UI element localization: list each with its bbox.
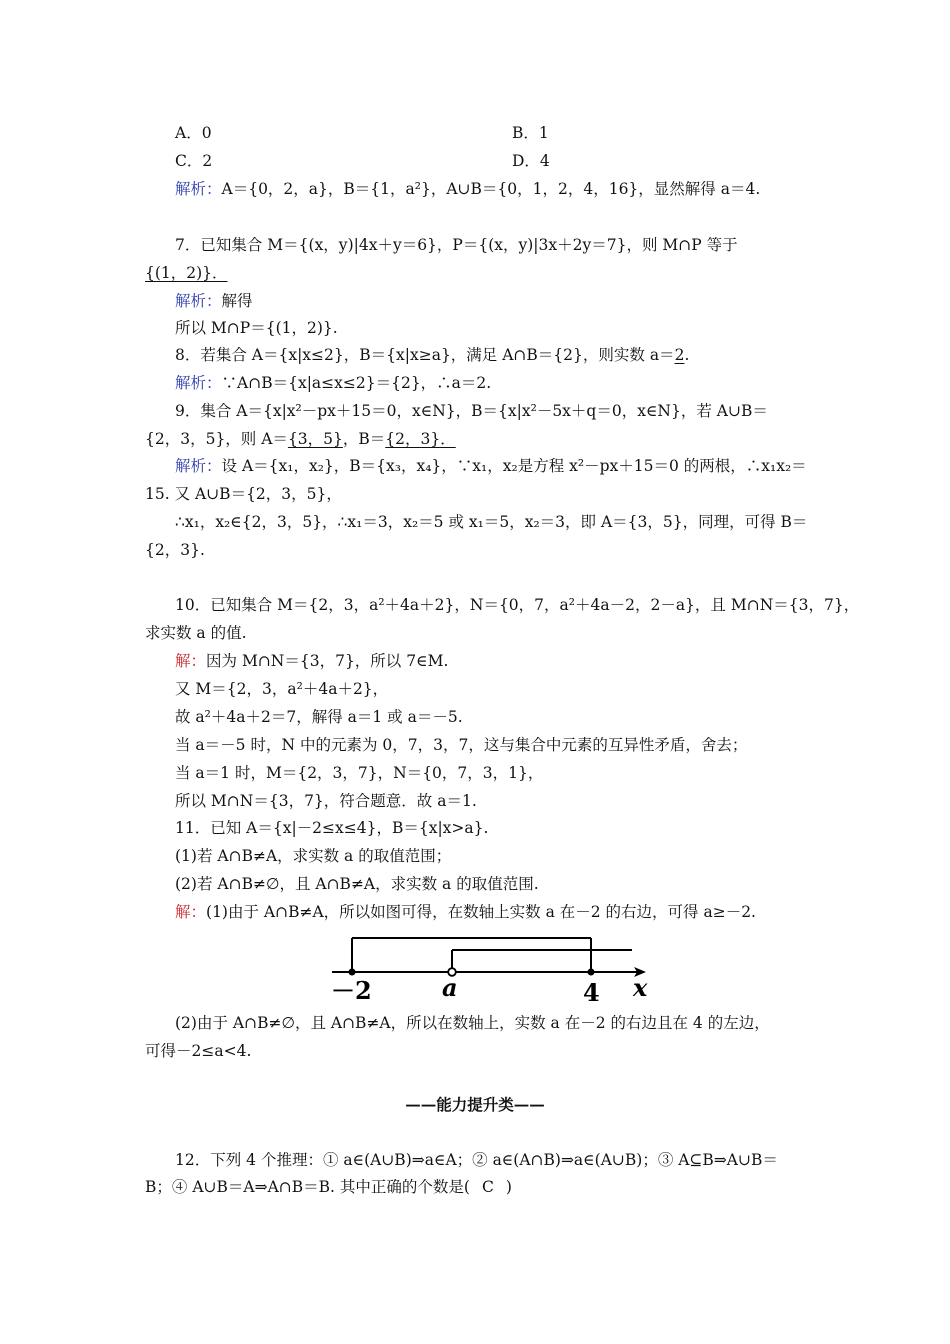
q10-solution-line6: 所以 M∩N＝{3，7}，符合题意．故 a＝1. <box>175 792 477 810</box>
label-a: a <box>442 973 458 1002</box>
number-line-figure <box>320 930 660 1006</box>
q9-stem-line2 <box>145 429 456 449</box>
analysis-label: 解析： <box>175 180 222 198</box>
q11-stem: 11．已知 A＝{x|－2≤x≤4}，B＝{x|x>a}. <box>175 819 489 837</box>
q9-answer-b: {2，3}． <box>385 430 456 448</box>
q11-solution <box>175 902 756 922</box>
q10-solution-line3: 故 a²＋4a＋2＝7，解得 a＝1 或 a＝－5. <box>175 708 463 726</box>
q11-part2: (2)若 A∩B≠∅，且 A∩B≠A，求实数 a 的取值范围. <box>175 875 539 893</box>
solution-label: 解： <box>175 652 207 670</box>
q9-stem-text: {2，3，5}，则 A＝ <box>145 430 288 448</box>
q12-stem-text: B；④ A∪B＝A⇒A∩B＝B. 其中正确的个数是( <box>145 1178 470 1196</box>
q7-analysis <box>175 291 253 311</box>
q9-answer-a: {3，5} <box>287 430 343 448</box>
q11-solution-part2-line2: 可得－2≤a<4. <box>145 1042 252 1060</box>
q10-solution-line4: 当 a＝－5 时，N 中的元素为 0，7，3，7，这与集合中元素的互异性矛盾，舍去； <box>175 736 748 754</box>
point-4 <box>588 969 595 976</box>
point-neg2 <box>349 969 356 976</box>
q10-stem: 10．已知集合 M＝{2，3，a²＋4a＋2}，N＝{0，7，a²＋4a－2，2－a}，且 M∩N＝{3，7}， <box>175 596 860 614</box>
q10-solution-line5: 当 a＝1 时，M＝{2，3，7}，N＝{0，7，3，1}， <box>175 764 544 782</box>
section-title: ——能力提升类—— <box>405 1095 545 1114</box>
q9-analysis-line4: {2，3}. <box>145 541 205 559</box>
q6-option-d: D．4 <box>512 152 550 170</box>
q8-answer: 2 <box>674 346 685 364</box>
analysis-text: 设 A＝{x₁，x₂}，B＝{x₃，x₄}，∵x₁，x₂是方程 x²－px＋15＝0 的两根，∴x₁x₂＝ <box>221 457 807 475</box>
q11-part1: (1)若 A∩B≠A，求实数 a 的取值范围； <box>175 847 452 865</box>
analysis-text: ∵A∩B＝{x|a≤x≤2}＝{2}，∴a＝2. <box>221 374 492 392</box>
analysis-label: 解析： <box>175 457 222 475</box>
q12-stem-line2 <box>145 1177 512 1197</box>
label-x: x <box>633 973 648 1002</box>
q12-stem-end: ) <box>505 1178 512 1196</box>
q12-answer: C <box>481 1178 494 1196</box>
q10-solution <box>175 651 448 671</box>
q10-solution-line2: 又 M＝{2，3，a²＋4a＋2}， <box>175 680 389 698</box>
q10-stem-line2: 求实数 a 的值. <box>145 624 247 642</box>
q8-analysis <box>175 373 491 393</box>
q8-stem-end: . <box>684 346 690 364</box>
q12-stem: 12．下列 4 个推理：① a∈(A∪B)⇒a∈A；② a∈(A∩B)⇒a∈(A∪B)；③ A⊆B⇒A∪B＝ <box>175 1151 778 1169</box>
analysis-label: 解析： <box>175 292 222 310</box>
analysis-label: 解析： <box>175 374 222 392</box>
q6-analysis <box>175 179 760 199</box>
q7-conclusion: 所以 M∩P＝{(1，2)}. <box>175 319 338 337</box>
analysis-text: A＝{0，2，a}，B＝{1，a²}，A∪B＝{0，1，2，4，16}，显然解得 a＝4. <box>221 180 761 198</box>
q7-answer: {(1，2)}． <box>145 264 228 282</box>
q9-analysis-line3: ∴x₁，x₂∈{2，3，5}，∴x₁＝3，x₂＝5 或 x₁＝5，x₂＝3，即 A＝{3，5}，同理，可得 B＝ <box>175 513 808 531</box>
label-neg2: －2 <box>331 976 372 1005</box>
q6-option-a: A．0 <box>175 124 212 142</box>
analysis-text: 解得 <box>221 292 253 310</box>
q9-analysis <box>175 456 807 476</box>
q8-stem <box>175 345 689 365</box>
q9-stem: 9．集合 A＝{x|x²－px＋15＝0，x∈N}，B＝{x|x²－5x＋q＝0，x∈N}，若 A∪B＝ <box>175 402 768 420</box>
q9-analysis-line2: 15. 又 A∪B＝{2，3，5}， <box>145 485 342 503</box>
solution-text: (1)由于 A∩B≠A，所以如图可得，在数轴上实数 a 在－2 的右边，可得 a≥－2. <box>206 903 756 921</box>
label-4: 4 <box>583 978 600 1006</box>
q8-stem-text: 8．若集合 A＝{x|x≤2}，B＝{x|x≥a}，满足 A∩B＝{2}，则实数 a＝ <box>175 346 675 364</box>
q6-option-c: C．2 <box>175 152 213 170</box>
q11-solution-part2: (2)由于 A∩B≠∅，且 A∩B≠A，所以在数轴上，实数 a 在－2 的右边且在 4 的左边， <box>175 1014 770 1032</box>
solution-text: 因为 M∩N＝{3，7}，所以 7∈M. <box>206 652 449 670</box>
q9-stem-mid: ，B＝ <box>342 430 386 448</box>
q7-stem: 7．已知集合 M＝{(x，y)|4x＋y＝6}，P＝{(x，y)|3x＋2y＝7}，则 M∩P 等于 <box>175 236 738 254</box>
solution-label: 解： <box>175 903 207 921</box>
q6-option-b: B．1 <box>512 124 549 142</box>
